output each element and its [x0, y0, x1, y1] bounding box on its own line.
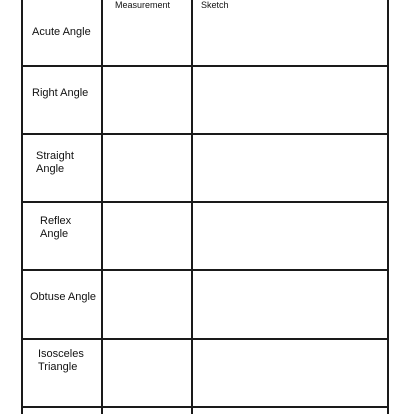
table-right-border — [387, 0, 389, 414]
table-left-border — [21, 0, 23, 414]
measurement-column-header: Measurement — [115, 0, 171, 10]
row-label-acute-angle — [24, 0, 110, 65]
row-label-straight-angle — [24, 128, 114, 198]
row-divider — [22, 406, 389, 408]
row-label-right-angle — [24, 58, 110, 128]
sketch-column-header: Sketch — [201, 0, 229, 10]
row-label-reflex-angle — [24, 193, 118, 263]
row-label-text: Obtuse Angle — [30, 290, 97, 303]
row-label-obtuse-angle — [24, 262, 108, 332]
row-label-text: Straight Angle — [36, 150, 74, 175]
row-label-text: Right Angle — [32, 86, 89, 99]
row-label-isosceles-triangle — [24, 326, 116, 396]
column-divider-sketch — [191, 0, 193, 414]
row-label-text: Isosceles Triangle — [38, 348, 84, 373]
row-label-text: Acute Angle — [32, 26, 91, 38]
row-label-text: Reflex Angle — [40, 215, 72, 240]
